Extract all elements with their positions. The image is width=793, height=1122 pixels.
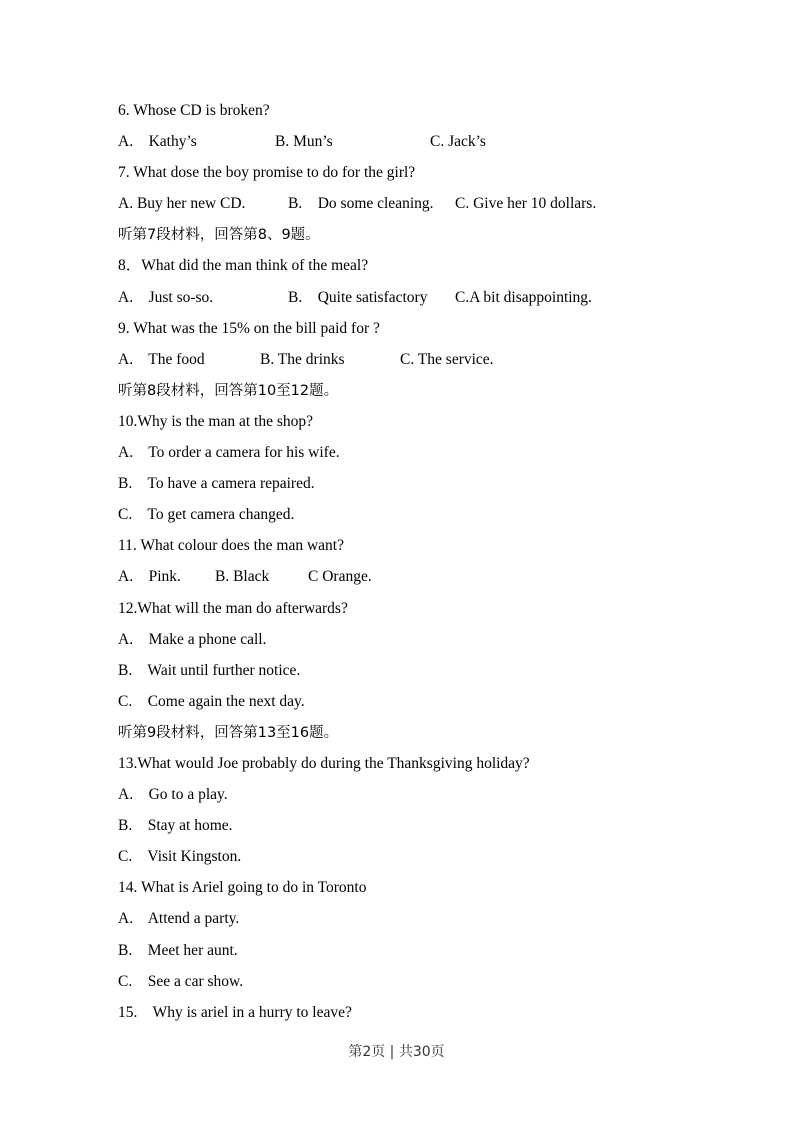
question-line (118, 536, 753, 567)
option-text: C.A bit disappointing. (455, 288, 592, 306)
line-text: A. Make a phone call. (118, 630, 267, 648)
line-text: 13.What would Joe probably do during the Thanksgiving holiday? (118, 754, 530, 772)
question-line (118, 319, 753, 350)
line-text: C. Visit Kingston. (118, 848, 242, 866)
option-line (118, 816, 753, 847)
line-text: 听第7段材料，回答第8、9题。 (118, 227, 320, 244)
option-line (118, 909, 753, 940)
question-line (118, 754, 753, 785)
option-text: A. The food (118, 350, 205, 368)
page-footer: 第2页 | 共30页 (348, 1044, 445, 1060)
option-text: B. The drinks (260, 350, 345, 368)
option-line (118, 661, 753, 692)
option-line (118, 474, 753, 505)
option-text: A. Just so-so. (118, 288, 214, 306)
option-text: C. Jack’s (430, 133, 486, 151)
option-line (118, 941, 753, 972)
option-text: B. Do some cleaning. (288, 195, 434, 213)
option-line (118, 443, 753, 474)
option-line (118, 567, 753, 598)
question-line (118, 412, 753, 443)
option-line (118, 194, 753, 225)
line-text: B. To have a camera repaired. (118, 475, 315, 493)
question-line (118, 599, 753, 630)
line-text: 听第8段材料，回答第10至12题。 (118, 382, 339, 399)
option-text: A. Pink. (118, 568, 181, 586)
question-line (118, 1003, 753, 1034)
option-line (118, 785, 753, 816)
option-text: B. Quite satisfactory (288, 288, 428, 306)
line-text: 15. Why is ariel in a hurry to leave? (118, 1003, 352, 1021)
line-text: B. Meet her aunt. (118, 941, 238, 959)
option-line (118, 972, 753, 1003)
line-text: B. Stay at home. (118, 817, 233, 835)
line-text: A. Attend a party. (118, 910, 240, 928)
section-instruction (118, 225, 753, 256)
line-text: 10.Why is the man at the shop? (118, 412, 313, 430)
line-text: B. Wait until further notice. (118, 661, 301, 679)
option-line (118, 692, 753, 723)
section-instruction (118, 381, 753, 412)
option-text: B. Mun’s (275, 133, 333, 151)
line-text: A. Go to a play. (118, 786, 228, 804)
line-text: 12.What will the man do afterwards? (118, 599, 348, 617)
line-text: C. See a car show. (118, 972, 244, 990)
option-line (118, 847, 753, 878)
question-line (118, 101, 753, 132)
line-text: 11. What colour does the man want? (118, 537, 344, 555)
option-text: C. The service. (400, 350, 494, 368)
option-text: C Orange. (308, 568, 372, 586)
option-text: A. Buy her new CD. (118, 195, 246, 213)
document-body (118, 101, 753, 1034)
line-text: C. To get camera changed. (118, 506, 295, 524)
option-text: C. Give her 10 dollars. (455, 195, 597, 213)
section-instruction (118, 723, 753, 754)
option-line (118, 350, 753, 381)
option-line (118, 132, 753, 163)
line-text: 8．What did the man think of the meal? (118, 257, 369, 275)
line-text: 9. What was the 15% on the bill paid for ? (118, 319, 380, 337)
option-text: A. Kathy’s (118, 133, 197, 151)
line-text: C. Come again the next day. (118, 692, 305, 710)
question-line (118, 256, 753, 287)
option-text: B. Black (215, 568, 270, 586)
option-line (118, 288, 753, 319)
line-text: 14. What is Ariel going to do in Toronto (118, 879, 367, 897)
line-text: 听第9段材料，回答第13至16题。 (118, 724, 339, 741)
line-text: 7. What dose the boy promise to do for the girl? (118, 164, 416, 182)
question-line (118, 163, 753, 194)
option-line (118, 505, 753, 536)
option-line (118, 630, 753, 661)
line-text: 6. Whose CD is broken? (118, 102, 270, 119)
line-text: A. To order a camera for his wife. (118, 444, 340, 462)
question-line (118, 878, 753, 909)
